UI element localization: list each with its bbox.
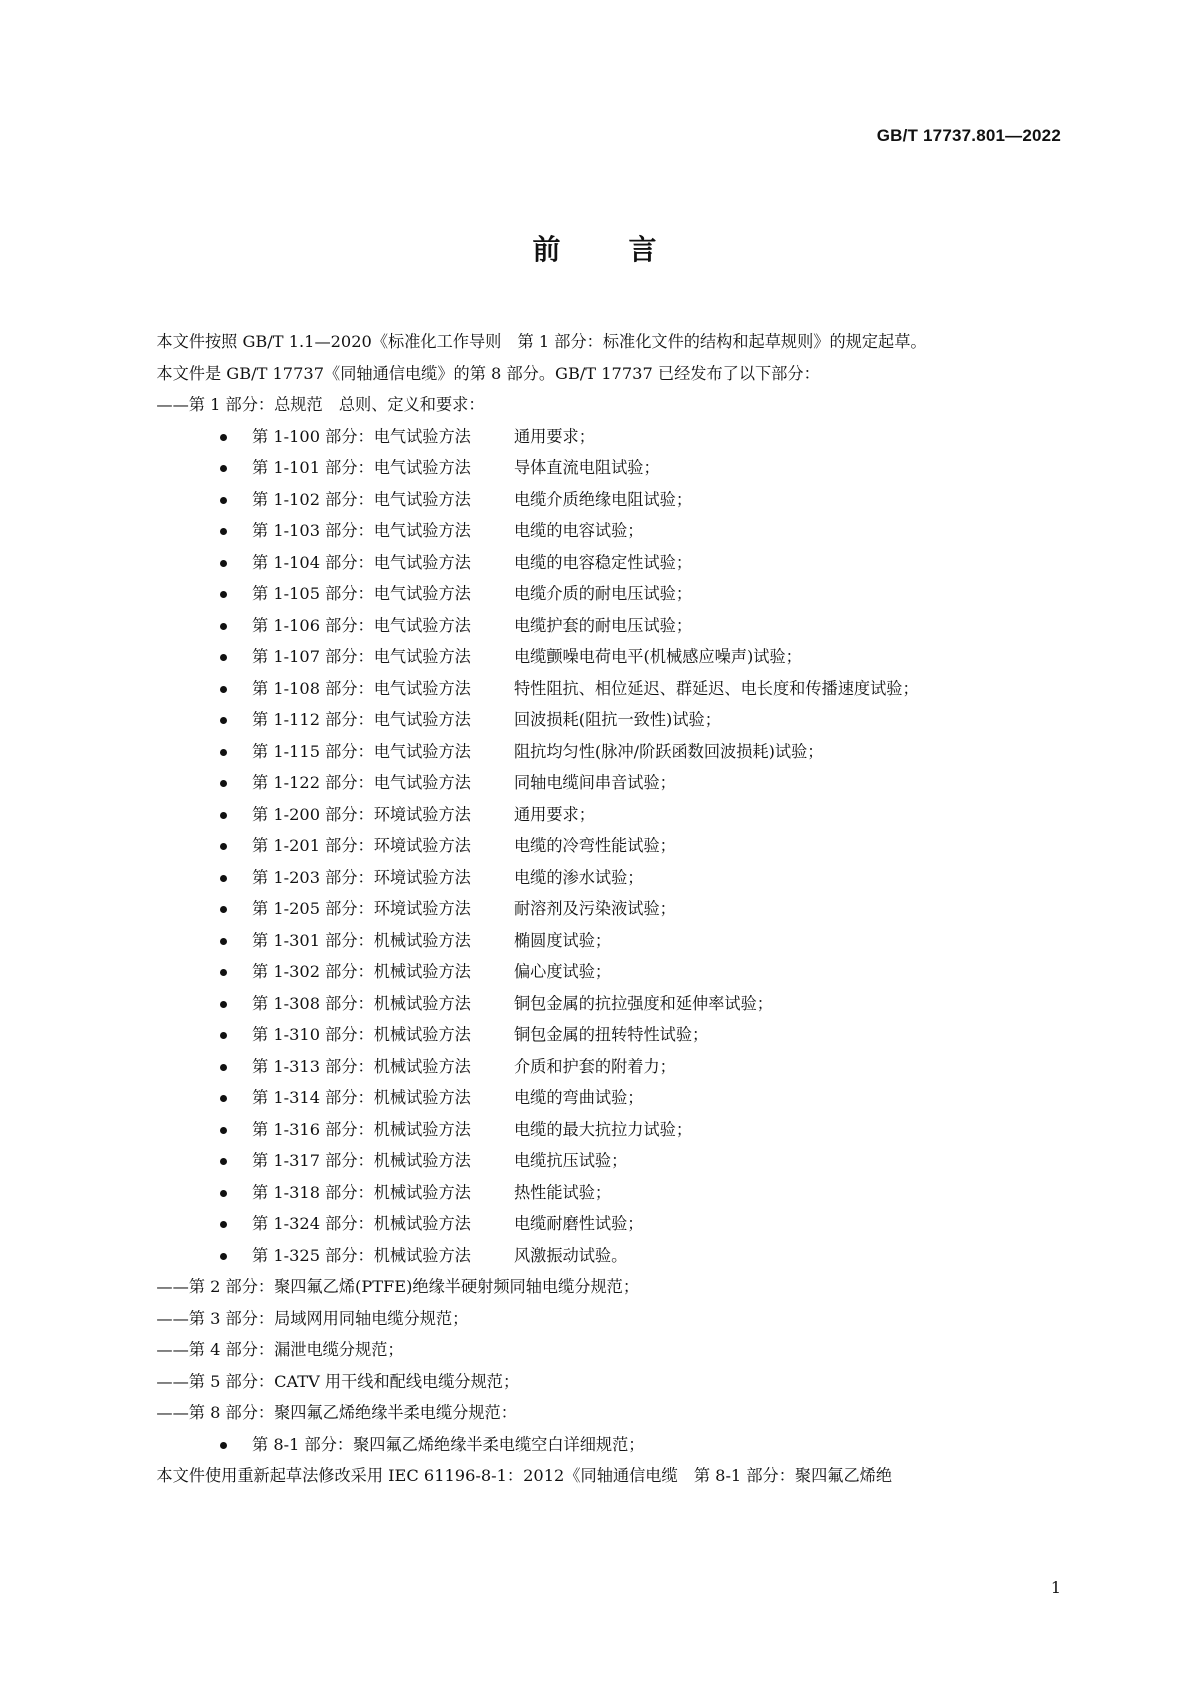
page-number: 1	[1050, 1578, 1061, 1597]
bullet-description: 电缆抗压试验；	[514, 1151, 628, 1170]
bullet-part-label: 第 1-115 部分：电气试验方法	[252, 741, 471, 761]
bullet-part-label: 第 1-108 部分：电气试验方法	[252, 678, 471, 698]
paragraph-adoption: 本文件使用重新起草法修改采用 IEC 61196-8-1：2012《同轴通信电缆 第 8-1 部分：聚四氟乙烯绝	[156, 1466, 893, 1485]
list-item-part-5: ——第 5 部分：CATV 用干线和配线电缆分规范；	[156, 1371, 520, 1391]
bullet-dot-icon	[220, 1253, 227, 1260]
bullet-dot-icon	[220, 528, 227, 535]
bullet-description: 通用要求；	[514, 804, 595, 824]
bullet-description: 铜包金属的扭转特性试验；	[514, 1025, 709, 1044]
bullet-dot-icon	[220, 938, 227, 945]
bullet-item	[124, 1429, 1059, 1461]
bullet-item	[124, 736, 1059, 768]
bullet-dot-icon	[220, 1001, 227, 1008]
bullet-item	[124, 893, 1059, 925]
bullet-dot-icon	[220, 591, 227, 598]
bullet-dot-icon	[220, 654, 227, 661]
bullet-dot-icon	[220, 1190, 227, 1197]
bullet-part-label: 第 1-313 部分：机械试验方法	[252, 1056, 471, 1076]
bullet-item	[124, 704, 1059, 736]
bullet-item	[124, 547, 1059, 579]
bullet-part-label: 第 1-317 部分：机械试验方法	[252, 1151, 471, 1170]
bullet-item	[124, 988, 1059, 1020]
bullet-description: 电缆的电容试验；	[514, 521, 644, 540]
bullet-item	[124, 1082, 1059, 1114]
bullet-part-label: 第 1-200 部分：环境试验方法	[252, 804, 471, 824]
bullet-part-label: 第 1-103 部分：电气试验方法	[252, 521, 471, 540]
document-body	[124, 326, 1059, 1492]
bullet-description: 电缆耐磨性试验；	[514, 1214, 644, 1233]
bullet-item	[124, 673, 1059, 705]
bullet-dot-icon	[220, 1032, 227, 1039]
bullet-item	[124, 515, 1059, 547]
bullet-part-label: 第 1-122 部分：电气试验方法	[252, 773, 471, 792]
bullet-item	[124, 610, 1059, 642]
bullet-description: 铜包金属的抗拉强度和延伸率试验；	[514, 993, 773, 1013]
bullet-item	[124, 799, 1059, 831]
bullet-item	[124, 452, 1059, 484]
list-item-part-8: ——第 8 部分：聚四氟乙烯绝缘半柔电缆分规范：	[156, 1403, 517, 1422]
bullet-description: 电缆护套的耐电压试验；	[514, 615, 693, 635]
bullet-part-label: 第 1-100 部分：电气试验方法	[252, 426, 471, 446]
bullet-part-label: 第 1-310 部分：机械试验方法	[252, 1025, 471, 1044]
bullet-part-label: 第 1-314 部分：机械试验方法	[252, 1088, 471, 1107]
bullet-item	[124, 862, 1059, 894]
bullet-dot-icon	[220, 906, 227, 913]
bullet-dot-icon	[220, 780, 227, 787]
bullet-item	[124, 421, 1059, 453]
bullet-part-label: 第 1-205 部分：环境试验方法	[252, 899, 471, 918]
bullet-item	[124, 767, 1059, 799]
bullet-item	[124, 578, 1059, 610]
bullet-dot-icon	[220, 812, 227, 819]
list-item-part-2: ——第 2 部分：聚四氟乙烯(PTFE)绝缘半硬射频同轴电缆分规范；	[156, 1277, 640, 1296]
bullet-item	[124, 925, 1059, 957]
paragraph-drafting-rules: 本文件按照 GB/T 1.1—2020《标准化工作导则 第 1 部分：标准化文件的结构和起草规则》的规定起草。	[156, 332, 927, 351]
bullet-part-label: 第 1-105 部分：电气试验方法	[252, 584, 471, 603]
bullet-description: 特性阻抗、相位延迟、群延迟、电长度和传播速度试验；	[514, 678, 919, 698]
bullet-part-label: 第 8-1 部分：聚四氟乙烯绝缘半柔电缆空白详细规范；	[252, 1434, 645, 1454]
bullet-part-label: 第 1-301 部分：机械试验方法	[252, 930, 471, 950]
bullet-dot-icon	[220, 1442, 227, 1449]
bullet-dot-icon	[220, 1064, 227, 1071]
bullet-item	[124, 641, 1059, 673]
bullet-dot-icon	[220, 497, 227, 504]
bullet-part-label: 第 1-318 部分：机械试验方法	[252, 1182, 471, 1202]
bullet-item	[124, 830, 1059, 862]
bullet-item	[124, 1240, 1059, 1272]
bullet-description: 电缆的最大抗拉力试验；	[514, 1119, 693, 1139]
bullet-description: 风激振动试验。	[514, 1245, 628, 1265]
bullet-part-label: 第 1-112 部分：电气试验方法	[252, 710, 471, 729]
bullet-item	[124, 1114, 1059, 1146]
bullet-dot-icon	[220, 749, 227, 756]
bullet-description: 电缆介质绝缘电阻试验；	[514, 489, 693, 509]
bullet-description: 介质和护套的附着力；	[514, 1056, 676, 1076]
title-char-1: 前	[532, 233, 563, 266]
bullet-dot-icon	[220, 560, 227, 567]
bullet-description: 通用要求；	[514, 426, 595, 446]
bullet-description: 同轴电缆间串音试验；	[514, 773, 676, 792]
bullet-dot-icon	[220, 1095, 227, 1102]
bullet-dot-icon	[220, 1127, 227, 1134]
bullet-part-label: 第 1-203 部分：环境试验方法	[252, 867, 471, 887]
paragraph-series-intro: 本文件是 GB/T 17737《同轴通信电缆》的第 8 部分。GB/T 17737 已经发布了以下部分：	[156, 363, 820, 383]
bullet-part-label: 第 1-104 部分：电气试验方法	[252, 552, 471, 572]
bullet-dot-icon	[220, 843, 227, 850]
bullet-item	[124, 1177, 1059, 1209]
part-8-sublist	[124, 1429, 1059, 1461]
bullet-part-label: 第 1-102 部分：电气试验方法	[252, 489, 471, 509]
bullet-dot-icon	[220, 465, 227, 472]
bullet-item	[124, 956, 1059, 988]
bullet-dot-icon	[220, 969, 227, 976]
bullet-part-label: 第 1-316 部分：机械试验方法	[252, 1119, 471, 1139]
bullet-part-label: 第 1-308 部分：机械试验方法	[252, 993, 471, 1013]
bullet-part-label: 第 1-101 部分：电气试验方法	[252, 458, 471, 477]
bullet-part-label: 第 1-107 部分：电气试验方法	[252, 647, 471, 666]
title-char-2: 言	[628, 233, 659, 266]
bullet-item	[124, 1208, 1059, 1240]
bullet-dot-icon	[220, 686, 227, 693]
bullet-dot-icon	[220, 875, 227, 882]
list-item-part-4: ——第 4 部分：漏泄电缆分规范；	[156, 1340, 404, 1359]
bullet-dot-icon	[220, 623, 227, 630]
bullet-dot-icon	[220, 1158, 227, 1165]
bullet-dot-icon	[220, 434, 227, 441]
standard-code: GB/T 17737.801—2022	[876, 126, 1061, 145]
bullet-dot-icon	[220, 1221, 227, 1228]
bullet-description: 电缆的渗水试验；	[514, 867, 644, 887]
bullet-description: 电缆的冷弯性能试验；	[514, 836, 676, 855]
bullet-description: 阻抗均匀性(脉冲/阶跃函数回波损耗)试验；	[514, 741, 824, 761]
bullet-description: 椭圆度试验；	[514, 930, 612, 950]
bullet-description: 热性能试验；	[514, 1182, 612, 1202]
bullet-description: 电缆的电容稳定性试验；	[514, 552, 693, 572]
bullet-description: 电缆颤噪电荷电平(机械感应噪声)试验；	[514, 647, 802, 666]
bullet-description: 电缆的弯曲试验；	[514, 1088, 644, 1107]
part-1-sublist	[124, 421, 1059, 1272]
bullet-item	[124, 1051, 1059, 1083]
bullet-description: 耐溶剂及污染液试验；	[514, 899, 676, 918]
bullet-description: 电缆介质的耐电压试验；	[514, 584, 693, 603]
bullet-part-label: 第 1-106 部分：电气试验方法	[252, 615, 471, 635]
bullet-item	[124, 1145, 1059, 1177]
page-title	[0, 228, 1191, 268]
list-item-part-3: ——第 3 部分：局域网用同轴电缆分规范；	[156, 1308, 469, 1328]
bullet-description: 偏心度试验；	[514, 962, 612, 981]
bullet-part-label: 第 1-302 部分：机械试验方法	[252, 962, 471, 981]
bullet-description: 导体直流电阻试验；	[514, 458, 660, 477]
bullet-dot-icon	[220, 717, 227, 724]
bullet-item	[124, 1019, 1059, 1051]
list-item-part-1: ——第 1 部分：总规范 总则、定义和要求：	[156, 395, 485, 414]
bullet-item	[124, 484, 1059, 516]
bullet-part-label: 第 1-325 部分：机械试验方法	[252, 1245, 471, 1265]
bullet-part-label: 第 1-201 部分：环境试验方法	[252, 836, 471, 855]
bullet-description: 回波损耗(阻抗一致性)试验；	[514, 710, 721, 729]
bullet-part-label: 第 1-324 部分：机械试验方法	[252, 1214, 471, 1233]
